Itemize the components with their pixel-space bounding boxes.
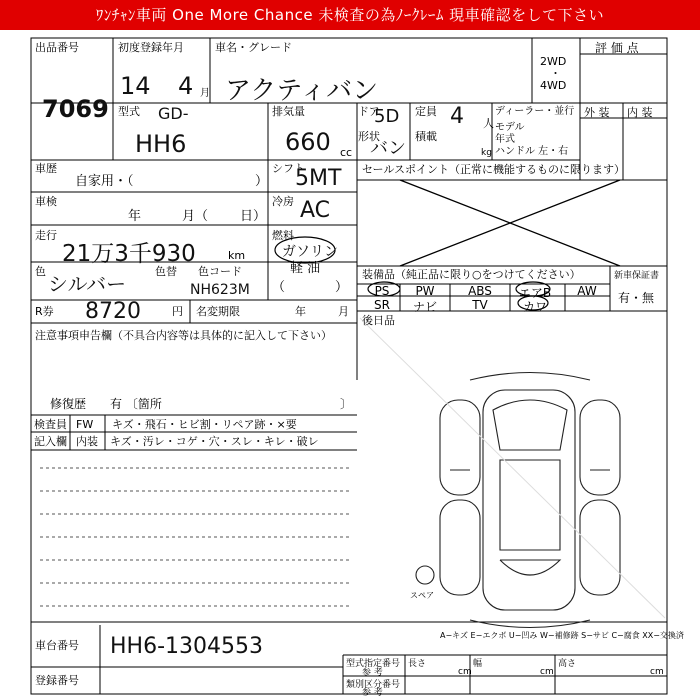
fuel-value: ガソリン: [282, 244, 338, 260]
damage-legend: A−キズ E−エクボ U−凹み W−補修跡 S−サビ C−腐食 XX−交換済: [440, 631, 684, 640]
equip-leather: カワ: [522, 300, 547, 314]
sales-title: セールスポイント（正常に機能するものに限ります）: [362, 163, 626, 176]
model-label: 型式: [118, 105, 140, 118]
door-value: 5D: [374, 106, 400, 127]
equip-abs: ABS: [468, 284, 492, 298]
model-year-label: モデル: [495, 122, 525, 133]
equip-tv: TV: [472, 298, 488, 312]
reg-month: 4: [178, 72, 194, 100]
year-label: 年式: [495, 134, 515, 145]
capacity-value: 4: [450, 104, 464, 129]
fw-items: キズ・飛石・ヒビ割・リペア跡・×要: [112, 418, 297, 431]
banner-title: ﾜﾝﾁｬﾝ車両 One More Chance 未検査の為ﾉｰｸﾚｰﾑ 現車確認をして下さい: [0, 0, 700, 30]
height-label: 高さ: [558, 659, 577, 669]
color-value: シルバー: [48, 272, 127, 296]
later-label: 後日品: [362, 314, 395, 327]
disp-unit: cc: [340, 146, 353, 159]
reg-label: 初度登録年月: [118, 41, 184, 54]
type-cert-label: 型式指定番号: [346, 659, 401, 669]
recycle-unit: 円: [172, 305, 183, 318]
shape-label: 形状: [358, 130, 380, 143]
equip-airbag: エアB: [518, 286, 552, 300]
ac-value: AC: [300, 198, 331, 223]
model-prefix: GD-: [158, 104, 189, 123]
form-grid: [0, 30, 700, 700]
fw-label: FW: [76, 418, 94, 431]
color-code-label: 色コード: [198, 265, 242, 278]
auction-sheet: 出品番号 7069 初度登録年月 14 4 月 車名・グレード アクティバン 2WD ・ 4WD 評 価 点 型式 GD- HH6 排気量 660 cc ドア 5D 形状 バン 定員 4 人 積載 kg ディーラー・並行 モデル 年式 ハンドル 左・右 外 装 内 装 車歴 自家用・（ ） シフト 5MT 車検 年 月（ 日） 冷房 AC 走行 21万3千930 km 燃料 ガソリン 軽 油 （ ） 色 シルバー 色替 色コード NH623M R券 8720 円 名変期限 年 月 注意事項申告欄（不具合内容等は具体的に記入して下さい） 修復歴 有 〔箇所 〕 検査員 記入欄 FW キズ・飛石・ヒビ割・リペア跡・×要 内装 キズ・汚レ・コゲ・穴・スレ・キレ・破レ セールスポイント（正常に機能するものに限ります） 装備品（純正品に限り○をつけてください） PS PW ABS エアB AW SR ナビ TV カワ 新車保証書 有・無 後日品 スペア A−キズ E−エクボ U−凹み W−補修跡 S−サビ C−腐食 XX−交換済 車台番号 HH6-1304553 登録番号 型式指定番号 参 考 類別区分番号 参 考 長さ cm 幅 cm 高さ cm: [0, 30, 700, 700]
color-change-label: 色替: [155, 265, 177, 278]
history-label: 車歴: [35, 162, 57, 175]
exterior-label: 外 装: [584, 106, 610, 119]
length-label: 長さ: [408, 659, 427, 669]
recycle-label: R券: [35, 305, 54, 318]
disp-label: 排気量: [272, 105, 305, 118]
shift-value: 5MT: [295, 166, 342, 191]
color-label: 色: [35, 265, 46, 278]
reg-year: 14: [120, 72, 151, 100]
equip-sr: SR: [374, 298, 390, 312]
reg-number-label: 登録番号: [35, 674, 79, 687]
shift-label: シフト: [272, 162, 305, 175]
name-label: 車名・グレード: [215, 41, 292, 54]
recycle-value: 8720: [85, 299, 141, 324]
chassis-value: HH6-1304553: [110, 634, 264, 659]
weight-label: 積載: [415, 130, 437, 143]
width-label: 幅: [473, 659, 483, 669]
fuel-diesel: 軽 油: [290, 261, 321, 276]
notes-title: 注意事項申告欄（不具合内容等は具体的に記入して下さい）: [35, 329, 332, 342]
inspector-label-2: 記入欄: [34, 435, 67, 448]
inspector-label-1: 検査員: [34, 418, 67, 431]
drive-dot: ・: [550, 67, 561, 80]
equip-pw: PW: [415, 284, 435, 298]
drive-2wd: 2WD: [540, 55, 567, 68]
equip-navi: ナビ: [412, 300, 437, 314]
score-label: 評 価 点: [595, 41, 639, 55]
color-code-value: NH623M: [190, 282, 250, 298]
history-value: 自家用・（: [75, 174, 134, 189]
fuel-label: 燃料: [272, 229, 294, 242]
lot-number: 7069: [42, 95, 109, 123]
weight-unit: kg: [481, 148, 492, 158]
equip-ps: PS: [374, 284, 390, 298]
ac-label: 冷房: [272, 195, 294, 208]
dealer-label: ディーラー・並行: [495, 106, 575, 117]
newcar-label: 新車保証書: [614, 271, 660, 281]
mileage-unit: km: [228, 249, 246, 262]
class-label: 類別区分番号: [346, 680, 401, 690]
spare-label: スペア: [410, 591, 434, 600]
shape-value: バン: [370, 138, 406, 159]
lot-label: 出品番号: [35, 41, 79, 54]
chassis-label: 車台番号: [35, 639, 79, 652]
mileage-label: 走行: [35, 229, 57, 242]
capacity-unit: 人: [483, 117, 494, 130]
newcar-value: 有・無: [618, 291, 655, 305]
handle-label: ハンドル 左・右: [495, 146, 569, 157]
disp-value: 660: [285, 128, 331, 156]
equip-aw: AW: [577, 284, 597, 298]
repair-value: 有 〔箇所: [110, 397, 162, 411]
door-label: ドア: [358, 105, 380, 118]
repair-label: 修復歴: [50, 397, 87, 411]
rename-label: 名変期限: [196, 305, 240, 318]
interior-label: 内 装: [627, 106, 653, 119]
capacity-label: 定員: [415, 105, 437, 118]
interior-insp-label: 内装: [76, 435, 98, 448]
name-value: アクティバン: [225, 76, 379, 106]
model-value: HH6: [135, 130, 187, 158]
drive-4wd: 4WD: [540, 79, 567, 92]
inspection-label: 車検: [35, 195, 57, 208]
equipment-title: 装備品（純正品に限り○をつけてください）: [362, 268, 581, 281]
interior-items: キズ・汚レ・コゲ・穴・スレ・キレ・破レ: [110, 435, 319, 448]
mileage-value: 21万3千930: [62, 241, 196, 267]
